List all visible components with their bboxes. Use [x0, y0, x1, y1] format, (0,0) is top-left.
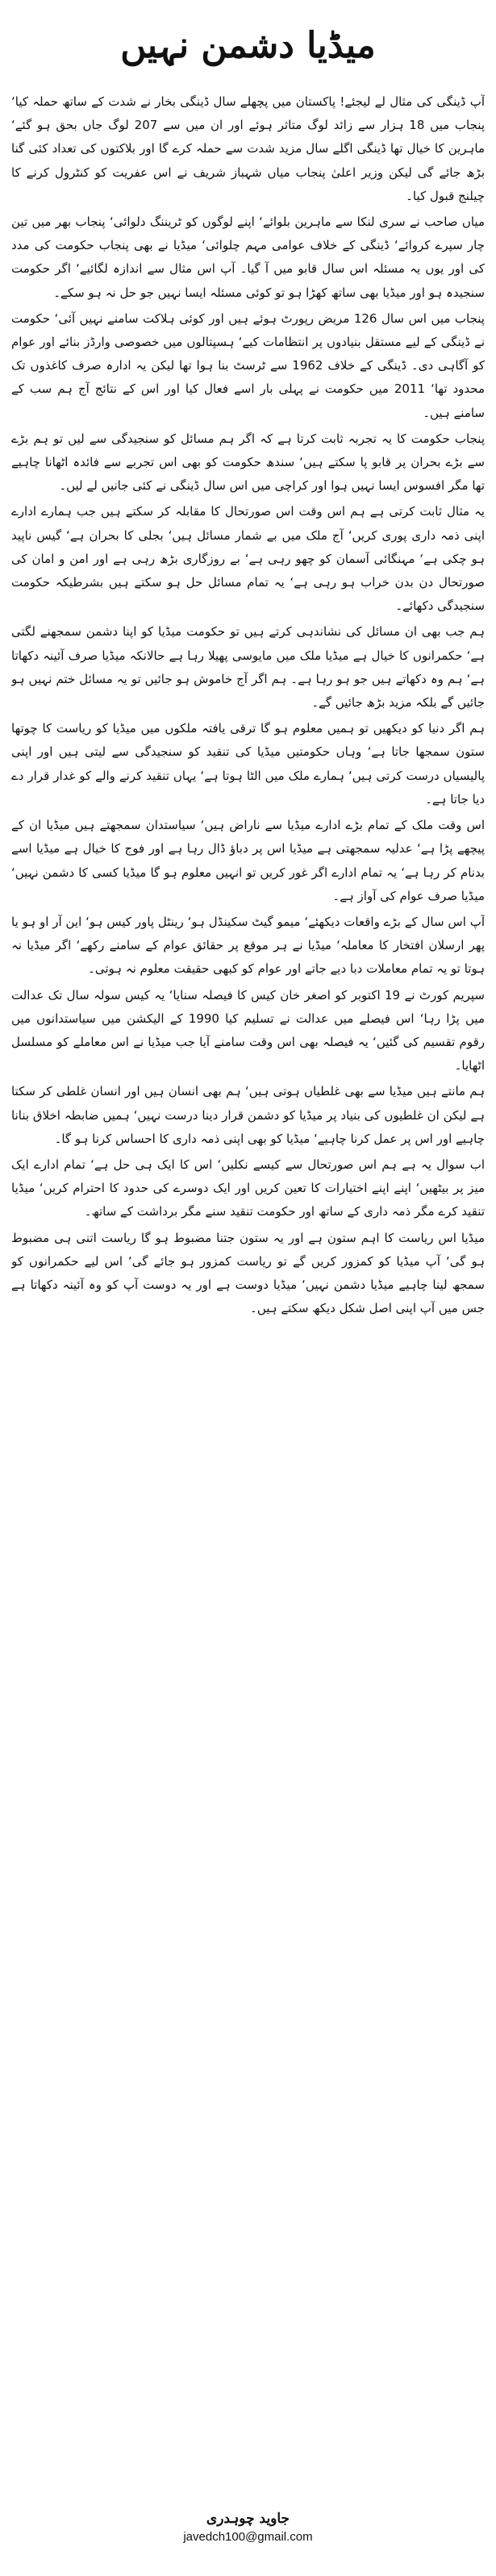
paragraph: ہم مانتے ہیں میڈیا سے بھی غلطیاں ہوتی ہیں‘ ہم بھی انسان ہیں اور انسان غلطی کر سکتا ہے لیکن ان غلطیوں کی بنیاد پر میڈیا کو دشمن قرار دینا درست نہیں‘ ہمیں ضابطہ اخلاق بنانا چاہیے اور اس پر عمل کرنا چاہیے‘ میڈیا کو بھی اپنی ذمہ داری کا احساس کرنا ہو گا۔	[11, 1084, 485, 1146]
paragraph: میڈیا اس ریاست کا اہم ستون ہے اور یہ ستون جتنا مضبوط ہو گا ریاست اتنی ہی مضبوط ہو گی‘ آپ میڈیا کو کمزور کریں گے تو ریاست کمزور ہو جائے گی‘ اس لیے حکمرانوں کو سمجھ لینا چاہیے میڈیا دشمن نہیں‘ میڈیا دوست ہے اور یہ دوست آپ کو وہ آئینہ دکھاتا ہے جس میں آپ اپنی اصل شکل دیکھ سکتے ہیں۔	[11, 1230, 485, 1316]
column-footer	[0, 2510, 496, 2544]
paragraph: پنجاب حکومت کا یہ تجربہ ثابت کرتا ہے کہ اگر ہم مسائل کو سنجیدگی سے لیں تو ہم بڑے سے بڑے بحران پر قابو پا سکتے ہیں‘ سندھ حکومت کو بھی اس تجربے سے فائدہ اٹھانا چاہیے تھا مگر افسوس ایسا نہیں ہوا اور کراچی میں اس سال ڈینگی نے کئی جانیں لے لیں۔	[11, 431, 485, 494]
paragraph: سپریم کورٹ نے 19 اکتوبر کو اصغر خان کیس کا فیصلہ سنایا‘ یہ کیس سولہ سال تک عدالت میں پڑا رہا‘ اس فیصلے میں عدالت نے تسلیم کیا 1990 کے الیکشن میں سیاستدانوں میں رقوم تقسیم کی گئیں‘ یہ فیصلہ بھی اس وقت سامنے آیا جب میڈیا نے اس معاملے کو مسلسل اٹھایا۔	[11, 987, 485, 1073]
paragraph: آپ ڈینگی کی مثال لے لیجئے! پاکستان میں پچھلے سال ڈینگی بخار نے شدت کے ساتھ حملہ کیا‘ پنجاب میں 18 ہزار سے زائد لوگ متاثر ہوئے اور ان میں سے 207 لوگ جاں بحق ہو گئے‘ ماہرین کا خیال تھا ڈینگی اگلے سال مزید شدت سے حملہ کرے گا اور بلاکتوں کی تعداد کئی گنا بڑھ جائے گی لیکن وزیر اعلیٰ پنجاب میاں شہباز شریف نے اس عفریت کو کنٹرول کرنے کا چیلنج قبول کیا۔	[11, 94, 485, 203]
article-body	[11, 90, 485, 2478]
paragraph: اس وقت ملک کے تمام بڑے ادارے میڈیا سے ناراض ہیں‘ سیاستدان سمجھتے ہیں میڈیا ان کے پیچھے پڑا ہے‘ عدلیہ سمجھتی ہے میڈیا اس پر دباؤ ڈال رہا ہے اور فوج کا خیال ہے میڈیا اسے بدنام کر رہا ہے‘ یہ تمام ادارے اگر غور کریں تو انہیں معلوم ہو گا میڈیا کسی کا دشمن نہیں‘ میڈیا صرف عوام کی آواز ہے۔	[11, 818, 485, 903]
paragraph: اب سوال یہ ہے ہم اس صورتحال سے کیسے نکلیں‘ اس کا ایک ہی حل ہے‘ تمام ادارے ایک میز پر بیٹھیں‘ اپنے اپنے اختیارات کا تعین کریں اور ایک دوسرے کی حدود کا احترام کریں‘ میڈیا تنقید کرے مگر ذمہ داری کے ساتھ اور حکومت تنقید سنے مگر برداشت کے ساتھ۔	[11, 1157, 485, 1219]
author-byline: جاوید چوہدری	[206, 2511, 290, 2527]
paragraph: آپ اس سال کے بڑے واقعات دیکھئے‘ میمو گیٹ سکینڈل ہو‘ رینٹل پاور کیس ہو‘ این آر او ہو یا پھر ارسلان افتخار کا معاملہ‘ میڈیا نے ہر موقع پر حقائق عوام کے سامنے رکھے‘ اگر میڈیا نہ ہوتا تو یہ تمام معاملات دبا دیے جاتے اور عوام کو کبھی حقیقت معلوم نہ ہوتی۔	[11, 914, 485, 977]
headline: میڈیا دشمن نہیں	[120, 24, 376, 66]
paragraph: پنجاب میں اس سال 126 مریض رپورٹ ہوئے ہیں اور کوئی ہلاکت سامنے نہیں آئی‘ حکومت نے ڈینگی کے لیے مستقل بنیادوں پر انتظامات کیے‘ ہسپتالوں میں خصوصی وارڈز بنائے اور عوام کو آگاہی دی۔ ڈینگی کے خلاف 1962 سے ٹرسٹ بنا ہوا تھا لیکن یہ ادارہ صرف کاغذوں تک محدود تھا‘ 2011 میں حکومت نے پہلی بار اسے فعال کیا اور اس کے نتائج آج ہم سب کے سامنے ہیں۔	[11, 311, 485, 420]
headline-area	[11, 0, 485, 90]
paragraph: میاں صاحب نے سری لنکا سے ماہرین بلوائے‘ اپنے لوگوں کو ٹریننگ دلوائی‘ پنجاب بھر میں تین چار سپرے کروائے‘ ڈینگی کے خلاف عوامی مہم چلوائی‘ میڈیا نے بھی پنجاب حکومت کی مدد کی اور یوں یہ مسئلہ اس سال قابو میں آ گیا۔ آپ اس مثال سے اندازہ لگائیے‘ اگر حکومت سنجیدہ ہو اور میڈیا بھی ساتھ کھڑا ہو تو کوئی مسئلہ ایسا نہیں جو حل نہ ہو سکے۔	[11, 215, 485, 300]
paragraph: ہم جب بھی ان مسائل کی نشاندہی کرتے ہیں تو حکومت میڈیا کو اپنا دشمن سمجھنے لگتی ہے‘ حکمرانوں کا خیال ہے میڈیا ملک میں مایوسی پھیلا رہا ہے حالانکہ میڈیا صرف آئینہ دکھاتا ہے‘ ہم وہ دکھاتے ہیں جو ہو رہا ہے۔ ہم اگر آج خاموش ہو جائیں تو یہ مسائل ختم نہیں ہو جائیں گے بلکہ مزید بڑھ جائیں گے۔	[11, 624, 485, 711]
author-email: javedch100@gmail.com	[183, 2530, 313, 2544]
paragraph: یہ مثال ثابت کرتی ہے ہم اس وقت اس صورتحال کا مقابلہ کر سکتے ہیں جب ہمارے ادارے اپنی ذمہ داری پوری کریں‘ آج ملک میں بے شمار مسائل ہیں‘ بجلی کا بحران ہے‘ گیس ناپید ہو چکی ہے‘ مہنگائی آسمان کو چھو رہی ہے‘ بے روزگاری بڑھ رہی ہے اور امن و امان کی صورتحال دن بدن خراب ہو رہی ہے‘ یہ تمام مسائل حل ہو سکتے ہیں بشرطیکہ حکومت سنجیدگی دکھائے۔	[11, 504, 485, 614]
paragraph: ہم اگر دنیا کو دیکھیں تو ہمیں معلوم ہو گا ترقی یافتہ ملکوں میں میڈیا کو ریاست کا چوتھا ستون سمجھا جاتا ہے‘ وہاں حکومتیں میڈیا کی تنقید کو سنجیدگی سے لیتی ہیں اور اپنی پالیسیاں درست کرتی ہیں‘ ہمارے ملک میں الٹا ہوتا ہے‘ یہاں تنقید کرنے والے کو غدار قرار دے دیا جاتا ہے۔	[11, 721, 485, 807]
